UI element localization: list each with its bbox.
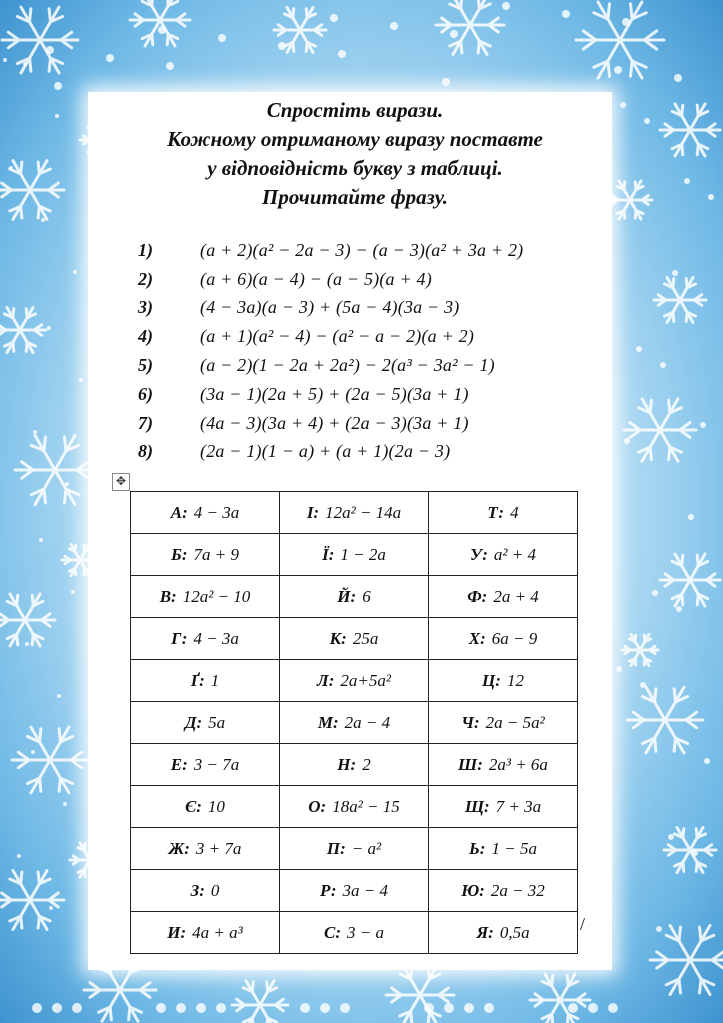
answer-letter: З: [190,880,205,900]
task-list [138,236,523,466]
answer-cell [131,870,280,912]
answer-row [131,828,578,870]
answer-letter: Л: [317,670,335,690]
answer-row [131,702,578,744]
snowflake-icon [622,634,658,665]
answer-value: 4 [510,502,519,522]
answer-value: 0 [210,880,220,900]
task-number: 4) [138,326,153,347]
snow-dot [338,50,346,58]
snowflake-icon [15,435,95,504]
answer-row [131,744,578,786]
answer-cell [429,618,578,660]
snow-dot [9,166,13,170]
task-number: 3) [138,297,153,318]
task-item [138,380,523,409]
answer-letter: П: [326,838,346,858]
answer-cell [280,702,429,744]
answer-value: 10 [207,796,225,816]
snowflake-icon [12,727,88,793]
answer-cell [429,744,578,786]
snow-dot [278,42,286,50]
task-number: 8) [138,441,153,462]
snow-dot [620,102,626,108]
answer-cell [131,786,280,828]
snow-dot [156,1003,166,1013]
answer-value: 3a − 4 [342,880,388,900]
answer-value: 3 − a [347,922,384,942]
answer-value: 2 [362,754,371,774]
answer-letter: Ї: [322,544,335,564]
snow-dot [49,906,53,910]
answer-value: 12a² − 14a [325,502,402,522]
task-expression: (a − 2)(1 − 2a + 2a²) − 2(a³ − 3a² − 1) [200,355,495,376]
snow-dot [616,666,622,672]
answer-cell [131,576,280,618]
answer-cell [131,828,280,870]
snow-dot [46,46,54,54]
snowflake-icon [0,594,55,646]
answer-value: 6 [362,586,371,606]
answer-cell [131,744,280,786]
answer-letter: И: [167,922,187,942]
snow-dot [72,1003,82,1013]
answer-cell [131,912,280,954]
snow-dot [330,14,338,22]
answer-letter: Ґ: [190,670,205,690]
answer-letter: Ь: [469,838,486,858]
snow-dot [614,66,622,74]
snow-dot [176,1003,186,1013]
snow-dot [450,30,458,38]
snow-dot [668,834,674,840]
task-expression: (2a − 1)(1 − a) + (a + 1)(2a − 3) [200,441,451,462]
answer-letter: Н: [337,754,357,774]
snow-dot [33,430,37,434]
task-item [138,294,523,323]
answer-row [131,786,578,828]
snow-dot [674,74,682,82]
answer-value: 5a [208,712,226,732]
snowflake-icon [650,925,723,994]
worksheet-heading [90,96,620,212]
answer-letter: Ц: [482,670,501,690]
snow-dot [424,1003,434,1013]
heading-line-4: Прочитайте фразу. [262,185,448,209]
snowflake-icon [624,399,696,461]
snow-dot [708,194,714,200]
answer-letter: Ч: [461,712,480,732]
answer-cell [280,576,429,618]
answer-cell [280,870,429,912]
snow-dot [54,82,62,90]
answer-letter: Д: [184,712,203,732]
snow-dot [660,362,666,368]
answer-row [131,912,578,954]
answer-cell [429,702,578,744]
snow-dot [676,606,682,612]
answer-cell [429,912,578,954]
answer-cell [280,660,429,702]
task-number: 6) [138,383,153,404]
snow-dot [484,1003,494,1013]
task-number: 5) [138,355,153,376]
answer-letter: У: [470,544,488,564]
answer-cell [429,786,578,828]
answer-value: 2a + 4 [493,586,539,606]
snowflake-icon [2,7,78,73]
snow-dot [502,2,510,10]
answer-cell [280,618,429,660]
snow-dot [652,590,658,596]
snow-dot [608,1003,618,1013]
answer-letter: І: [306,502,320,522]
answer-letter: С: [324,922,341,942]
snow-dot [568,1003,578,1013]
margin-mark: / [580,914,586,934]
task-item [138,265,523,294]
snowflake-icon [660,104,720,156]
snowflake-icon [660,554,720,606]
snow-dot [300,1003,310,1013]
snow-dot [218,34,226,42]
snow-dot [644,118,650,124]
answer-letter: М: [317,712,339,732]
snow-dot [52,1003,62,1013]
task-number: 2) [138,268,153,289]
snow-dot [55,114,59,118]
answer-letter: К: [329,628,347,648]
answer-cell [280,744,429,786]
task-expression: (a + 1)(a² − 4) − (a² − a − 2)(a + 2) [200,326,475,347]
task-expression: (3a − 1)(2a + 5) + (2a − 5)(3a + 1) [200,383,469,404]
snow-dot [464,1003,474,1013]
answer-letter: Г: [171,628,188,648]
snow-dot [65,482,69,486]
snow-dot [704,758,710,764]
task-item [138,409,523,438]
answer-value: a² + 4 [493,544,536,564]
snow-dot [216,1003,226,1013]
answer-value: 4 − 3a [193,628,239,648]
answer-cell [131,702,280,744]
answer-value: 2a+5a² [340,670,391,690]
snow-dot [79,378,83,382]
answer-value: 1 − 5a [491,838,537,858]
answer-value: 2a − 4 [344,712,391,732]
snowflake-icon [0,308,46,353]
snow-dot [688,514,694,520]
snow-dot [444,1003,454,1013]
snow-dot [640,682,646,688]
answer-value: 25a [352,628,379,648]
answer-cell [429,534,578,576]
answer-value: 7 + 3a [495,796,542,816]
answer-cell [280,912,429,954]
table-move-handle-icon[interactable]: ✥ [112,473,130,491]
heading-line-3: у відповідність букву з таблиці. [207,156,503,180]
answer-letter: Т: [487,502,505,522]
answer-value: 7a + 9 [193,544,239,564]
answer-cell [429,828,578,870]
snow-dot [672,270,678,276]
snow-dot [25,642,29,646]
snow-dot [57,694,61,698]
answer-row [131,618,578,660]
snow-dot [31,750,35,754]
answer-value: 3 + 7a [195,838,242,858]
answer-cell [131,534,280,576]
answer-value: 4a + a³ [192,922,243,942]
snow-dot [562,10,570,18]
snow-dot [442,78,450,86]
answer-letter: Ф: [467,586,488,606]
answer-letter: Щ: [464,796,490,816]
answer-letter: Р: [320,880,337,900]
answer-cell [280,534,429,576]
task-expression: (a + 6)(a − 4) − (a − 5)(a + 4) [200,268,432,289]
snow-dot [71,590,75,594]
answer-row [131,492,578,534]
snow-dot [17,854,21,858]
snow-dot [158,26,166,34]
snow-dot [390,22,398,30]
answer-value: 2a − 5a² [485,712,545,732]
answer-cell [429,660,578,702]
answer-value: 3 − 7a [193,754,240,774]
answer-cell [131,492,280,534]
snow-dot [656,926,662,932]
answer-value: 2a − 32 [490,880,545,900]
snowflake-icon [130,0,190,46]
answer-value: 12 [506,670,524,690]
answer-value: 1 − 2a [340,544,386,564]
snow-dot [622,18,630,26]
answer-cell [280,786,429,828]
answer-cell [280,492,429,534]
answer-letter: А: [170,502,188,522]
snow-dot [320,1003,330,1013]
answer-letter: Ш: [458,754,483,774]
snowflake-icon [627,687,703,753]
task-expression: (4a − 3)(3a + 4) + (2a − 3)(3a + 1) [200,412,469,433]
answer-cell [429,870,578,912]
snow-dot [636,346,642,352]
snow-dot [166,62,174,70]
answer-value: 2a³ + 6a [488,754,548,774]
heading-line-1: Спростіть вирази. [266,98,444,122]
answer-cell [429,492,578,534]
snow-dot [23,62,27,66]
snowflake-icon [232,981,288,1023]
answer-letter: Б: [171,544,188,564]
snowflake-icon [654,278,706,323]
snow-dot [63,802,67,806]
answer-value: 18a² − 15 [332,796,400,816]
snowflake-icon [386,966,454,1023]
answer-table [130,491,578,954]
answer-value: − a² [351,838,382,858]
snow-dot [47,326,51,330]
answer-row [131,576,578,618]
heading-line-2: Кожному отриманому виразу поставте [167,127,543,151]
task-item [138,236,523,265]
answer-letter: Й: [337,586,357,606]
task-number: 1) [138,239,153,260]
answer-letter: Х: [468,628,486,648]
snow-dot [196,1003,206,1013]
snow-dot [700,422,706,428]
snow-dot [684,178,690,184]
snow-dot [3,58,7,62]
snow-dot [106,54,114,62]
answer-value: 6a − 9 [491,628,538,648]
answer-cell [131,660,280,702]
snowflake-icon [436,0,504,54]
answer-row [131,870,578,912]
snow-dot [624,438,630,444]
answer-value: 12a² − 10 [182,586,251,606]
snow-dot [39,538,43,542]
task-item [138,351,523,380]
answer-letter: Е: [170,754,188,774]
answer-value: 0,5a [499,922,530,942]
answer-cell [429,576,578,618]
answer-value: 4 − 3a [193,502,240,522]
task-item [138,322,523,351]
answer-letter: Ж: [168,838,190,858]
task-number: 7) [138,412,153,433]
answer-row [131,660,578,702]
task-item [138,438,523,467]
task-expression: (4 − 3a)(a − 3) + (5a − 4)(3a − 3) [200,297,460,318]
answer-cell [131,618,280,660]
answer-letter: Я: [476,922,494,942]
snow-dot [41,218,45,222]
answer-value: 1 [210,670,220,690]
task-expression: (a + 2)(a² − 2a − 3) − (a − 3)(a² + 3a + 2) [200,239,524,260]
snowflake-icon [530,974,590,1023]
answer-row [131,534,578,576]
snow-dot [588,1003,598,1013]
answer-cell [280,828,429,870]
snowflake-icon [0,871,64,930]
snow-dot [73,270,77,274]
snow-dot [340,1003,350,1013]
answer-letter: Є: [185,796,202,816]
snow-dot [32,1003,42,1013]
snow-dot [692,850,698,856]
answer-letter: В: [159,586,177,606]
answer-letter: Ю: [461,880,485,900]
answer-letter: О: [308,796,327,816]
